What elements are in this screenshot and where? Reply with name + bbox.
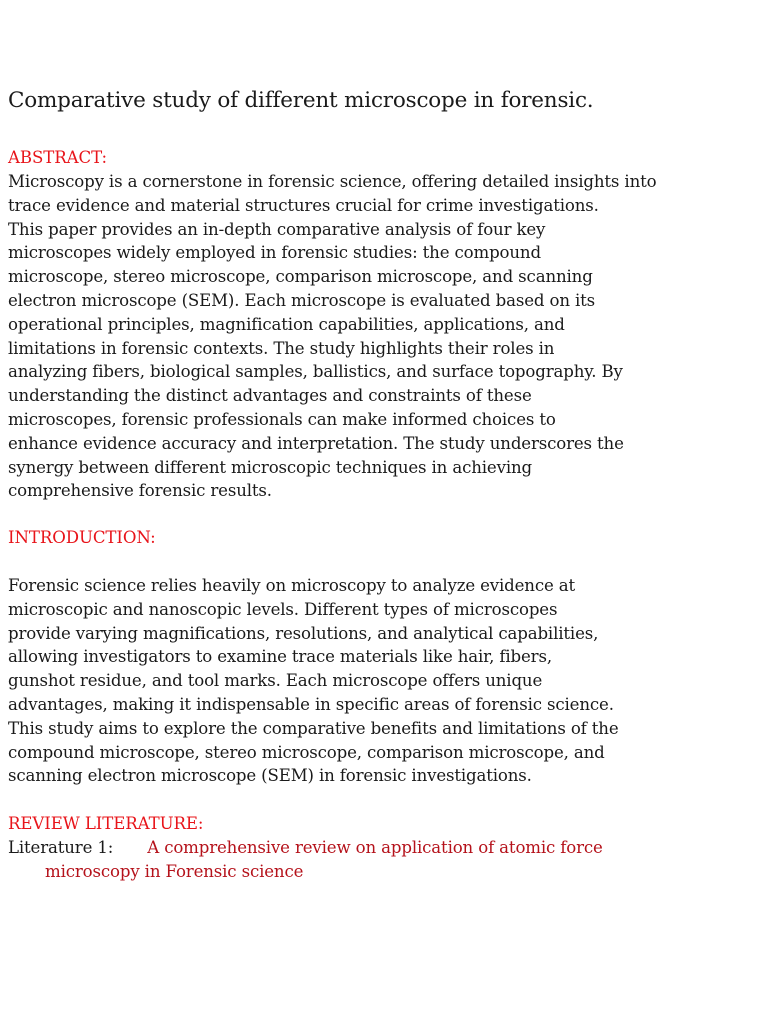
review-literature-heading: REVIEW LITERATURE:	[8, 814, 204, 833]
abstract-heading: ABSTRACT:	[8, 148, 107, 167]
introduction-line: provide varying magnifications, resolutions, and analytical capabilities,	[8, 623, 599, 643]
abstract-line: enhance evidence accuracy and interpretation. The study underscores the	[8, 433, 624, 453]
literature-item-line	[8, 860, 698, 884]
abstract-line: analyzing fibers, biological samples, ballistics, and surface topography. By	[8, 362, 623, 382]
abstract-line: electron microscope (SEM). Each microscope is evaluated based on its	[8, 290, 596, 310]
introduction-line: scanning electron microscope (SEM) in forensic investigations.	[8, 766, 532, 786]
abstract-line: understanding the distinct advantages and constraints of these	[8, 386, 532, 406]
abstract-line: limitations in forensic contexts. The study highlights their roles in	[8, 338, 555, 358]
abstract-line: This paper provides an in-depth comparative analysis of four key	[8, 219, 546, 239]
abstract-line: microscopes widely employed in forensic studies: the compound	[8, 243, 541, 263]
abstract-line: microscopes, forensic professionals can make informed choices to	[8, 409, 556, 429]
literature-title: A comprehensive review on application of atomic force	[147, 838, 603, 857]
literature-item-line	[8, 836, 698, 860]
introduction-line: microscopic and nanoscopic levels. Different types of microscopes	[8, 599, 558, 619]
introduction-line: advantages, making it indispensable in specific areas of forensic science.	[8, 694, 614, 714]
abstract-paragraph	[8, 170, 698, 503]
introduction-line: This study aims to explore the comparative benefits and limitations of the	[8, 718, 619, 738]
introduction-line: gunshot residue, and tool marks. Each microscope offers unique	[8, 671, 543, 691]
page-title: Comparative study of different microscope in forensic.	[8, 88, 594, 113]
abstract-line: Microscopy is a cornerstone in forensic science, offering detailed insights into	[8, 172, 657, 191]
abstract-line: microscope, stereo microscope, comparison microscope, and scanning	[8, 267, 593, 287]
abstract-line: synergy between different microscopic techniques in achieving	[8, 457, 532, 477]
abstract-line: operational principles, magnification capabilities, applications, and	[8, 314, 565, 334]
abstract-line: trace evidence and material structures crucial for crime investigations.	[8, 195, 599, 215]
introduction-paragraph	[8, 574, 698, 788]
literature-label: Literature 1:	[8, 838, 114, 857]
introduction-line: Forensic science relies heavily on microscopy to analyze evidence at	[8, 576, 576, 595]
introduction-line: compound microscope, stereo microscope, comparison microscope, and	[8, 742, 605, 762]
abstract-line: comprehensive forensic results.	[8, 481, 272, 501]
introduction-line: allowing investigators to examine trace materials like hair, fibers,	[8, 647, 552, 667]
literature-title-continued: microscopy in Forensic science	[45, 862, 304, 881]
literature-item	[8, 836, 698, 884]
introduction-heading: INTRODUCTION:	[8, 528, 156, 547]
